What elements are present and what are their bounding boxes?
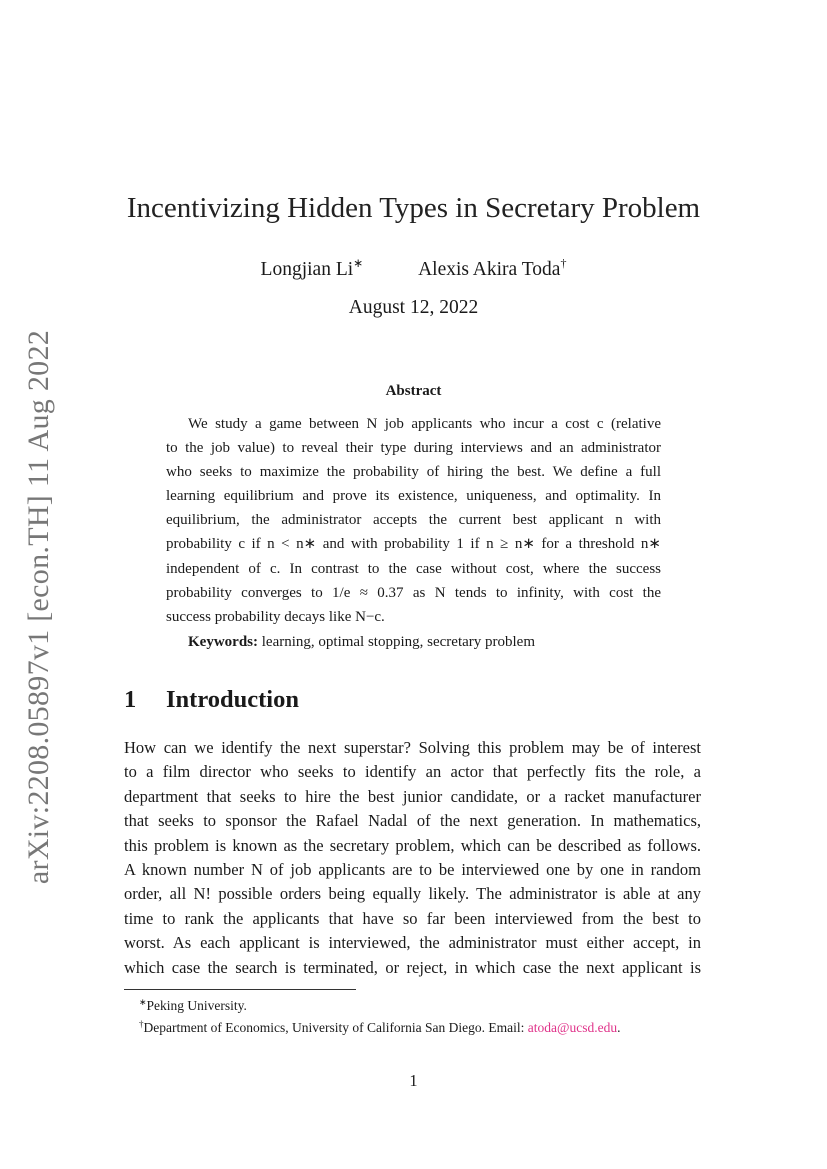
body-line: department that seeks to hire the best junior candidate, or a racket manufacturer bbox=[124, 786, 701, 806]
footnotes bbox=[139, 993, 620, 1037]
body-line: to a film director who seeks to identify an actor that perfectly fits the role, a bbox=[124, 762, 701, 782]
paper-title: Incentivizing Hidden Types in Secretary Problem bbox=[126, 192, 701, 224]
body-line: time to rank the applicants that have so far been interviewed from the best to bbox=[124, 908, 701, 928]
footnote-1-mark: ∗ bbox=[139, 997, 147, 1007]
author-1-footnote-mark: ∗ bbox=[353, 256, 364, 270]
footnote-1 bbox=[139, 993, 620, 1015]
abstract-line: to the job value) to reveal their type during interviews and an administrator bbox=[166, 440, 661, 457]
footnote-1-text: Peking University. bbox=[146, 998, 247, 1013]
keywords-label: Keywords: bbox=[188, 634, 258, 650]
author-list bbox=[0, 256, 827, 281]
author-2-name: Alexis Akira Toda bbox=[418, 259, 561, 280]
abstract-heading: Abstract bbox=[385, 383, 442, 399]
footnote-2 bbox=[139, 1015, 620, 1037]
abstract-line: equilibrium, the administrator accepts the current best applicant n with bbox=[166, 512, 661, 529]
footnote-divider bbox=[124, 989, 356, 990]
abstract-body bbox=[166, 412, 661, 629]
author-2-footnote-mark: † bbox=[560, 256, 567, 270]
footnote-2-text: Department of Economics, University of California San Diego. Email: bbox=[143, 1020, 528, 1035]
body-line: How can we identify the next superstar? Solving this problem may be of interest bbox=[124, 738, 701, 757]
section-number: 1 bbox=[124, 686, 137, 713]
keywords bbox=[188, 634, 535, 651]
body-line: worst. As each applicant is interviewed, the administrator must either accept, in bbox=[124, 933, 701, 953]
body-line: A known number N of job applicants are to be interviewed one by one in random bbox=[124, 859, 701, 879]
abstract-line: probability c if n < n∗ and with probability 1 if n ≥ n∗ for a threshold n∗ bbox=[166, 536, 661, 553]
body-line: that seeks to sponsor the Rafael Nadal of the next generation. In mathematics, bbox=[124, 811, 701, 831]
abstract-line: We study a game between N job applicants who incur a cost c (relative bbox=[188, 416, 661, 432]
author-1 bbox=[261, 256, 364, 281]
section-title: Introduction bbox=[166, 686, 299, 713]
abstract-line: who seeks to maximize the probability of hiring the best. We define a full bbox=[166, 464, 661, 481]
footnote-2-tail: . bbox=[617, 1020, 621, 1035]
body-line: order, all N! possible orders being equally likely. The administrator is able at any bbox=[124, 884, 701, 904]
body-line: this problem is known as the secretary problem, which can be described as follows. bbox=[124, 835, 701, 855]
paper-date: August 12, 2022 bbox=[348, 297, 479, 318]
footnote-2-mark: † bbox=[139, 1019, 144, 1029]
arxiv-identifier-stamp: arXiv:2208.05897v1 [econ.TH] 11 Aug 2022 bbox=[22, 329, 55, 885]
author-1-name: Longjian Li bbox=[260, 259, 354, 280]
author-2 bbox=[418, 256, 566, 281]
section-heading bbox=[124, 686, 299, 714]
abstract-line: learning equilibrium and prove its existence, uniqueness, and optimality. In bbox=[166, 488, 661, 505]
abstract-line: success probability decays like N−c. bbox=[166, 608, 385, 625]
introduction-paragraph bbox=[124, 736, 701, 980]
abstract-line: probability converges to 1/e ≈ 0.37 as N tends to infinity, with cost the bbox=[166, 584, 661, 601]
page-number: 1 bbox=[409, 1071, 418, 1090]
abstract-line: independent of c. In contrast to the case without cost, where the success bbox=[166, 560, 661, 577]
body-line: which case the search is terminated, or reject, in which case the next applicant is bbox=[124, 957, 701, 977]
email-link[interactable]: atoda@ucsd.edu bbox=[527, 1020, 618, 1035]
keywords-text: learning, optimal stopping, secretary problem bbox=[261, 634, 536, 650]
